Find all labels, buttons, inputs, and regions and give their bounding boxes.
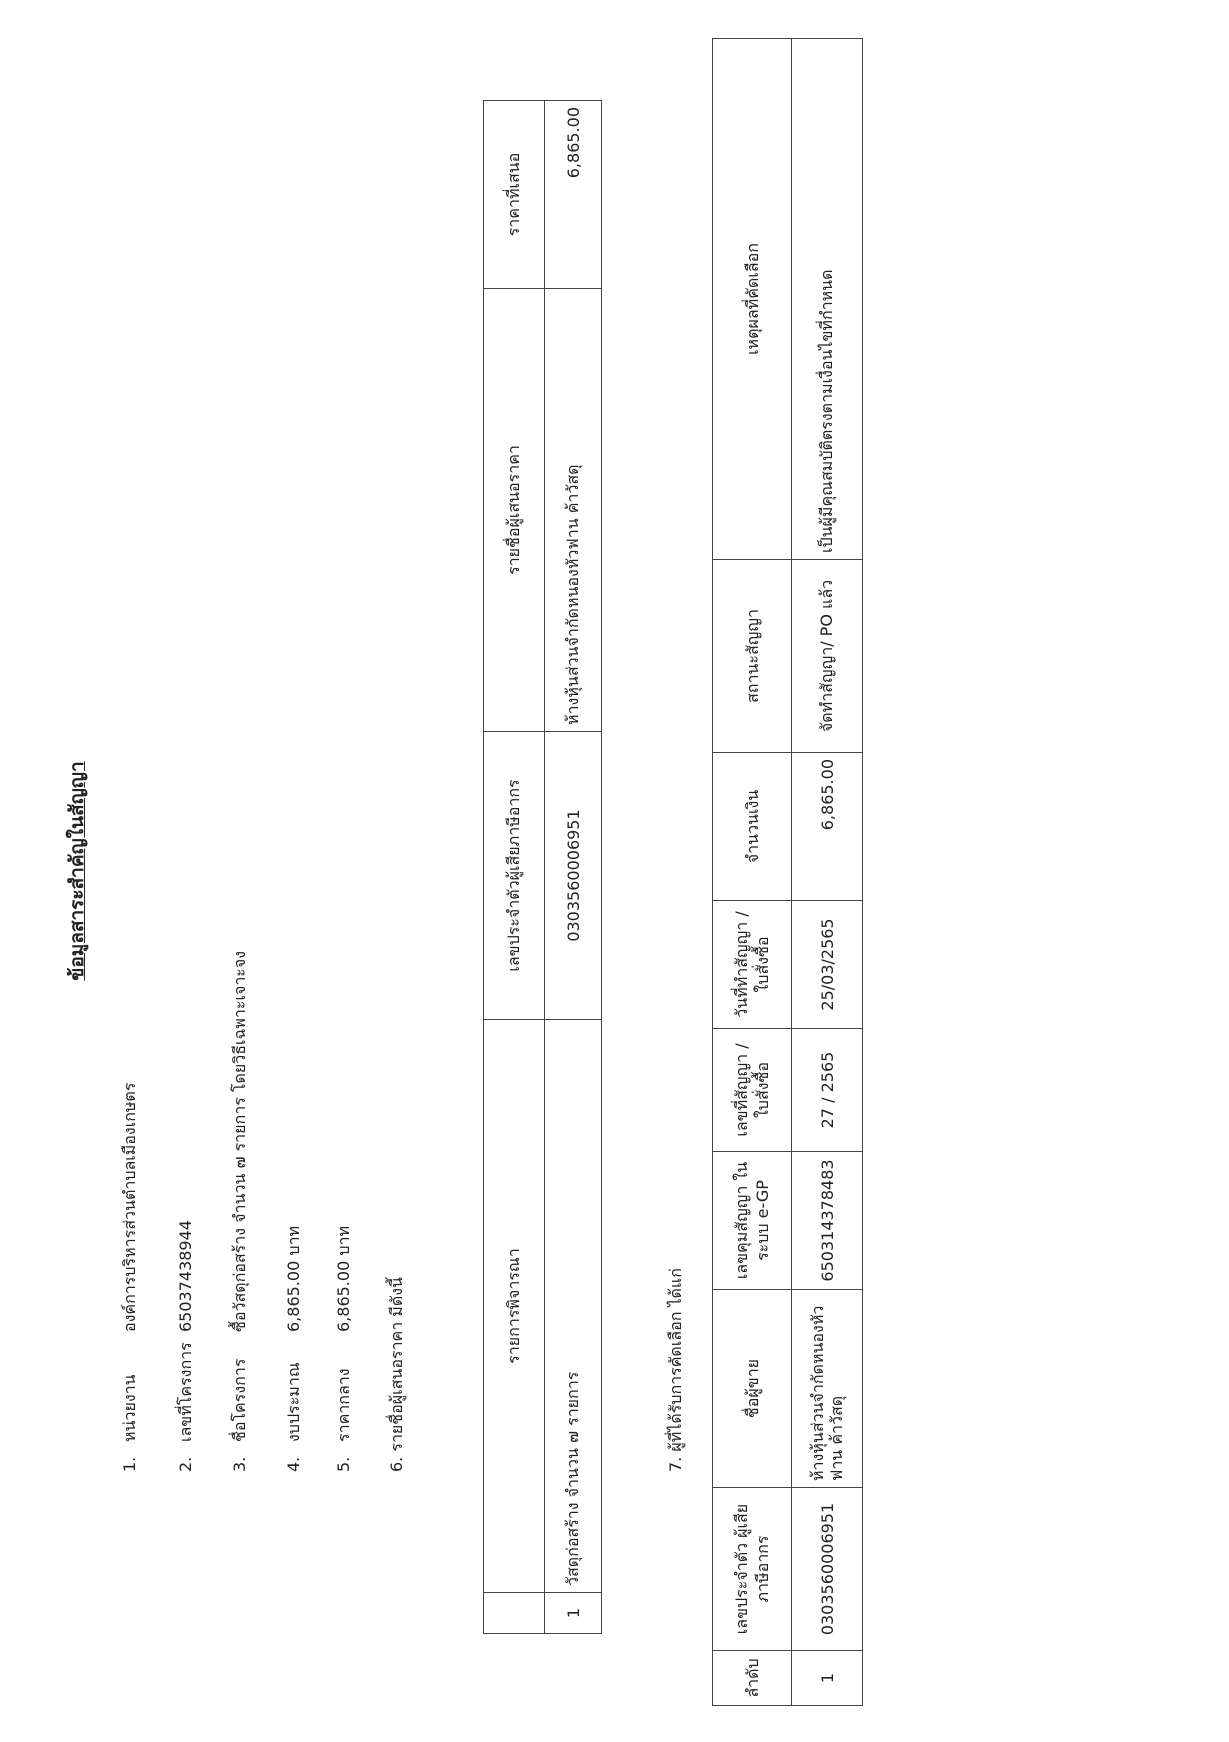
selected-vendor-table [712, 38, 863, 1706]
cell-bidder: ห้างหุ้นส่วนจำกัดหนองหัวฟาน ค้าวัสดุ [545, 289, 602, 732]
info-label: หน่วยงาน [120, 1374, 139, 1442]
info-value: 6,865.00 บาท [284, 1225, 303, 1332]
cell-status: จัดทำสัญญา/ PO แล้ว [792, 560, 863, 753]
page-title: ข้อมูลสาระสำคัญในสัญญา [66, 761, 88, 981]
cell-reason: เป็นผู้มีคุณสมบัติตรงตามเงื่อนไขที่กำหนด [792, 39, 863, 560]
info-number: 3. [230, 1456, 249, 1472]
cell-seller: ห้างหุ้นส่วนจำกัดหนองหัวฟาน ค้าวัสดุ [792, 1290, 863, 1488]
info-number: 4. [284, 1456, 303, 1472]
cell-contract-no: 27 / 2565 [792, 1029, 863, 1152]
info-value: องค์การบริหารส่วนตำบลเมืองเกษตร [120, 1082, 139, 1332]
column-header-tax-id: เลขประจำตัว ผู้เสียภาษีอากร [713, 1488, 792, 1651]
cell-contract-date: 25/03/2565 [792, 901, 863, 1029]
cell-price: 6,865.00 [545, 101, 602, 289]
info-row-project-name [228, 951, 253, 1472]
cell-control-no: 650314378483 [792, 1152, 863, 1290]
column-header-reason: เหตุผลที่คัดเลือก [713, 39, 792, 560]
column-header-price: ราคาที่เสนอ [484, 101, 545, 289]
info-row-budget [282, 1226, 307, 1472]
column-header-amount: จำนวนเงิน [713, 753, 792, 901]
column-header-item: รายการพิจารณา [484, 1020, 545, 1593]
column-header-status: สถานะสัญญา [713, 560, 792, 753]
info-row-project-id [174, 1220, 199, 1472]
info-label: เลขที่โครงการ [176, 1342, 195, 1442]
cell-amount: 6,865.00 [792, 753, 863, 901]
column-header-bidder: รายชื่อผู้เสนอราคา [484, 289, 545, 732]
info-value: 65037438944 [176, 1220, 195, 1332]
info-number: 1. [120, 1456, 139, 1472]
info-row-agency [118, 1083, 143, 1472]
column-header-no [484, 1593, 545, 1634]
column-header-tax-id: เลขประจำตัวผู้เสียภาษีอากร [484, 732, 545, 1020]
info-label: งบประมาณ [284, 1362, 303, 1442]
info-number: 2. [176, 1456, 195, 1472]
table-header-row [713, 39, 792, 1706]
info-value: 6,865.00 บาท [334, 1225, 353, 1332]
table-row [792, 39, 863, 1706]
info-number: 5. [334, 1456, 353, 1472]
column-header-control-no: เลขคุมสัญญา ในระบบ e-GP [713, 1152, 792, 1290]
column-header-contract-no: เลขที่สัญญา / ใบสั่งซื้อ [713, 1029, 792, 1152]
cell-tax-id: 0303560006951 [545, 732, 602, 1020]
table-row [545, 101, 602, 1634]
info-label: ราคากลาง [334, 1368, 353, 1442]
cell-no: 1 [545, 1593, 602, 1634]
cell-no: 1 [792, 1651, 863, 1706]
section-7-heading: 7. ผู้ที่ได้รับการคัดเลือก ได้แก่ [666, 1268, 685, 1472]
bidder-table [483, 100, 602, 1634]
info-row-median-price [332, 1226, 357, 1472]
column-header-contract-date: วันที่ทำสัญญา / ใบสั่งซื้อ [713, 901, 792, 1029]
section-6-heading: 6. รายชื่อผู้เสนอราคา มีดังนี้ [387, 1277, 406, 1472]
column-header-seller: ชื่อผู้ขาย [713, 1290, 792, 1488]
cell-tax-id: 0303560006951 [792, 1488, 863, 1651]
cell-item: วัสดุก่อสร้าง จำนวน ๗ รายการ [545, 1020, 602, 1593]
table-header-row [484, 101, 545, 1634]
info-value: ซื้อวัสดุก่อสร้าง จำนวน ๗ รายการ โดยวิธีเฉพาะเจาะจง [230, 950, 249, 1332]
column-header-no: ลำดับ [713, 1651, 792, 1706]
info-label: ชื่อโครงการ [230, 1358, 249, 1442]
